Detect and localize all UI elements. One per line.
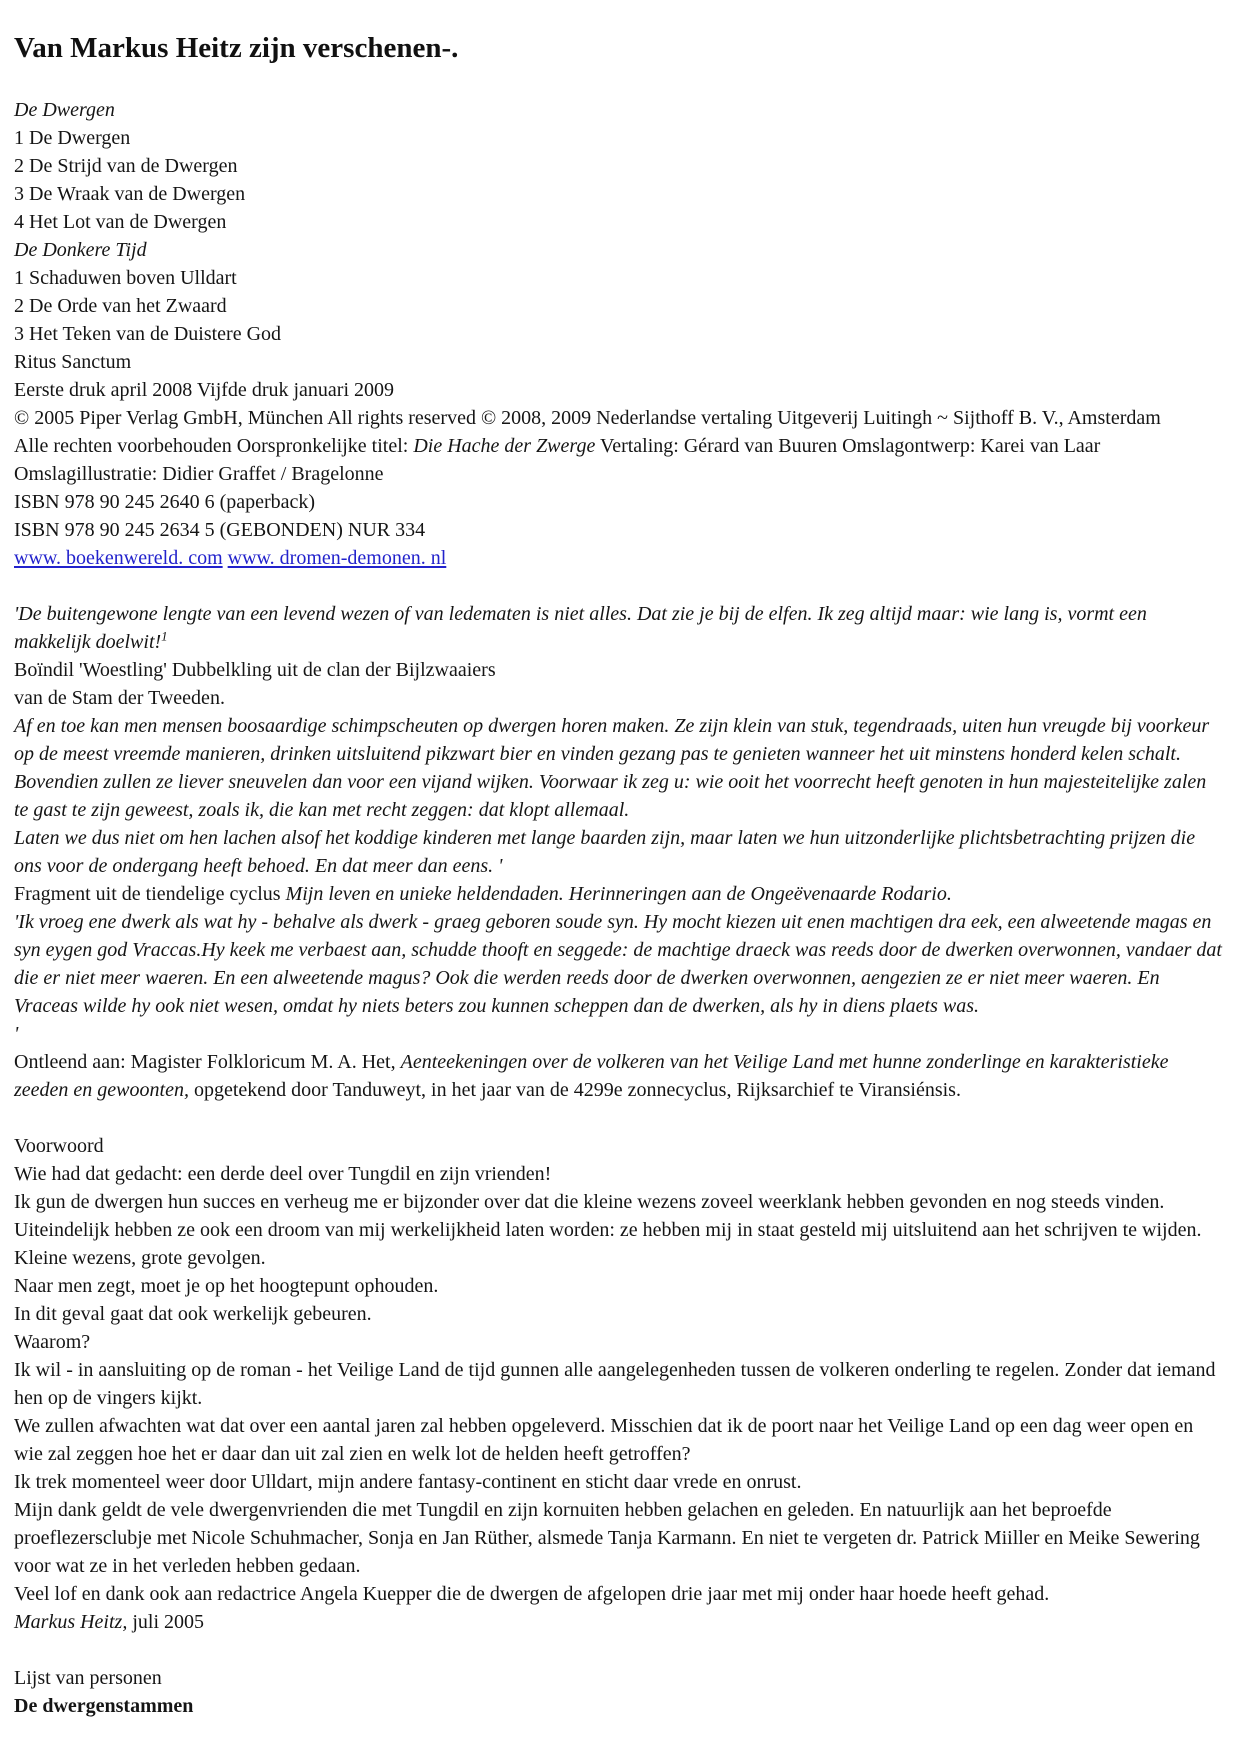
text-run: ISBN 978 90 245 2634 5 (GEBONDEN) NUR 334 xyxy=(14,519,426,541)
text-run: Boïndil 'Woestling' Dubbelkling uit de clan der Bijlzwaaiers xyxy=(14,659,496,681)
epigraph-quote xyxy=(14,824,1222,880)
text-run: Markus Heitz, xyxy=(14,1611,128,1633)
text-run: Voorwoord xyxy=(14,1135,104,1157)
book-item xyxy=(14,208,1222,236)
foreword-para xyxy=(14,1580,1222,1608)
text-run: Die Hache der Zwerge xyxy=(413,435,596,457)
dromen-demonen-link[interactable]: www. dromen-demonen. nl xyxy=(227,547,447,569)
text-run: opgetekend door Tanduweyt, in het jaar van de 4299e zonnecyclus, Rijksarchief te Viransiénsis. xyxy=(188,1079,961,1101)
text-run: De Dwergen xyxy=(14,99,115,121)
book-item xyxy=(14,152,1222,180)
text-run: Alle rechten voorbehouden Oorspronkelijke titel: xyxy=(14,435,414,457)
text-run: We zullen afwachten wat dat over een aantal jaren zal hebben opgeleverd. Misschien dat ik de poort naar het Veilige Land op een dag weer open en wie zal zeggen hoe het er daar dan uit zal zien en welk lot de helden heeft getroffen? xyxy=(14,1415,1194,1465)
text-run: © 2005 Piper Verlag GmbH, München All rights reserved © 2008, 2009 Nederlandse vertaling Uitgeverij Luitingh ~ Sijthoff B. V., Amsterdam xyxy=(14,407,1161,429)
text-run: Ik wil - in aansluiting op de roman - het Veilige Land de tijd gunnen alle aangelegenheden tussen de volkeren onderling te regelen. Zonder dat iemand hen op de vingers kijkt. xyxy=(14,1359,1216,1409)
epigraph-quote xyxy=(14,600,1222,656)
epigraph-attribution xyxy=(14,656,1222,684)
text-run: 'De buitengewone lengte van een levend wezen of van ledematen is niet alles. Dat zie je bij de elfen. Ik zeg altijd maar: wie lang is, vormt een makkelijk doelwit! xyxy=(14,603,1147,653)
edition-line xyxy=(14,376,1222,404)
text-run: Naar men zegt, moet je op het hoogtepunt ophouden. xyxy=(14,1275,439,1297)
epigraph-closing-quote xyxy=(14,1020,1222,1048)
text-run: Wie had dat gedacht: een derde deel over Tungdil en zijn vrienden! xyxy=(14,1163,552,1185)
credits-line xyxy=(14,432,1222,488)
text-run: Ik gun de dwergen hun succes en verheug me er bijzonder over dat die kleine wezens zoveel weerklank hebben gevonden en nog steeds vinden. xyxy=(14,1191,1165,1213)
text-run: 3 Het Teken van de Duistere God xyxy=(14,323,282,345)
text-run: De Donkere Tijd xyxy=(14,239,147,261)
foreword-para xyxy=(14,1216,1222,1272)
page-title: Van Markus Heitz zijn verschenen-. xyxy=(14,32,459,64)
text-run: Ik trek momenteel weer door Ulldart, mijn andere fantasy-continent en sticht daar vrede en onrust. xyxy=(14,1471,802,1493)
author-signature xyxy=(14,1608,1222,1636)
epigraph-quote xyxy=(14,908,1222,1020)
text-run: van de Stam der Tweeden. xyxy=(14,687,225,709)
book-item xyxy=(14,348,1222,376)
series-title-de-donkere-tijd xyxy=(14,236,1222,264)
text-run: 3 De Wraak van de Dwergen xyxy=(14,183,246,205)
text-run: Uiteindelijk hebben ze ook een droom van mij werkelijkheid laten worden: ze hebben mij in staat gesteld mij uitsluitend aan het schrijven te wijden. Kleine wezens, grote gevolgen. xyxy=(14,1219,1202,1269)
series-title-de-dwergen xyxy=(14,96,1222,124)
text-run: Veel lof en dank ook aan redactrice Angela Kuepper die de dwergen de afgelopen drie jaar met mij onder haar hoede heeft gehad. xyxy=(14,1583,1050,1605)
text-run: Aenteekeningen over de volkeren van het Veilige Land met hunne zonderlinge en karakteristieke zeeden en gewoonten, xyxy=(14,1051,1169,1101)
document-body xyxy=(14,96,1222,1720)
book-item xyxy=(14,264,1222,292)
text-run: 1 xyxy=(161,628,168,644)
links-line xyxy=(14,544,1222,572)
book-item xyxy=(14,124,1222,152)
text-run: 'Ik vroeg ene dwerk als wat hy - behalve als dwerk - graeg geboren soude syn. Hy mocht kiezen uit enen machtigen dra eek, een alweetende magas en syn eygen god Vraccas.Hy keek me verbaest aan, schudde thooft en seggede: de machtige draeck was reeds door de dwerken overwonnen, vandaer dat die er niet meer waeren. En een alweetende magus? Ook die werden reeds door de dwerken overwonnen, aengezien ze er niet meer waeren. En Vraceas wilde hy ook niet wesen, omdat hy niets beters zou kunnen scheppen dan de dwerken, als hy in diens plaets was. xyxy=(14,911,1222,1017)
foreword-para xyxy=(14,1468,1222,1496)
isbn-paperback-line xyxy=(14,488,1222,516)
text-run: 4 Het Lot van de Dwergen xyxy=(14,211,227,233)
persons-list-heading xyxy=(14,1664,1222,1692)
foreword-para xyxy=(14,1160,1222,1188)
text-run: juli 2005 xyxy=(127,1611,204,1633)
foreword-para xyxy=(14,1496,1222,1580)
text-run: Eerste druk april 2008 Vijfde druk januari 2009 xyxy=(14,379,394,401)
text-run: 2 De Strijd van de Dwergen xyxy=(14,155,238,177)
foreword-para xyxy=(14,1356,1222,1412)
book-item xyxy=(14,320,1222,348)
text-run: Ontleend aan: Magister Folkloricum M. A. Het, xyxy=(14,1051,401,1073)
text-run: Vertaling: Gérard van Buuren Omslagontwerp: Karei van Laar Omslagillustratie: Didier Graffet / Bragelonne xyxy=(14,435,1101,485)
boekenwereld-link[interactable]: www. boekenwereld. com xyxy=(14,547,223,569)
foreword-para xyxy=(14,1328,1222,1356)
copyright-line xyxy=(14,404,1222,432)
text-run: Mijn dank geldt de vele dwergenvrienden die met Tungdil en zijn kornuiten hebben gelachen en geleden. En natuurlijk aan het beproefde proeflezersclubje met Nicole Schuhmacher, Sonja en Jan Rüther, alsmede Tanja Karmann. En niet te vergeten dr. Patrick Miiller en Meike Sewering voor wat ze in het verleden hebben gedaan. xyxy=(14,1499,1200,1577)
text-run: 1 De Dwergen xyxy=(14,127,131,149)
epigraph-source xyxy=(14,1048,1222,1104)
text-run: In dit geval gaat dat ook werkelijk gebeuren. xyxy=(14,1303,372,1325)
blank-line xyxy=(14,1104,1222,1132)
book-item xyxy=(14,180,1222,208)
text-run: Ritus Sanctum xyxy=(14,351,132,373)
text-run: Af en toe kan men mensen boosaardige schimpscheuten op dwergen horen maken. Ze zijn klein van stuk, tegendraads, uiten hun vreugde bij voorkeur op de meest vreemde manieren, drinken uitsluitend pikzwart bier en vinden gezang pas te genieten wanneer het uit minstens honderd kelen schalt. Bovendien zullen ze liever sneuvelen dan voor een vijand wijken. Voorwaar ik zeg u: wie ooit het voorrecht heeft genoten in hun majesteitelijke zalen te gast te zijn geweest, zoals ik, die kan met recht zeggen: dat klopt allemaal. xyxy=(14,715,1210,821)
dwarf-tribes-heading xyxy=(14,1692,1222,1720)
foreword-para xyxy=(14,1412,1222,1468)
foreword-para xyxy=(14,1272,1222,1300)
foreword-para xyxy=(14,1188,1222,1216)
text-run: 1 Schaduwen boven Ulldart xyxy=(14,267,237,289)
text-run: ' xyxy=(14,1023,19,1045)
foreword-para xyxy=(14,1300,1222,1328)
text-run: Laten we dus niet om hen lachen alsof het koddige kinderen met lange baarden zijn, maar laten we hun uitzonderlijke plichtsbetrachting prijzen die ons voor de ondergang heeft behoed. En dat meer dan eens. ' xyxy=(14,827,1196,877)
text-run: ISBN 978 90 245 2640 6 (paperback) xyxy=(14,491,316,513)
text-run: Fragment uit de tiendelige cyclus xyxy=(14,883,286,905)
epigraph-source xyxy=(14,880,1222,908)
epigraph-quote xyxy=(14,712,1222,824)
foreword-heading xyxy=(14,1132,1222,1160)
epigraph-attribution xyxy=(14,684,1222,712)
blank-line xyxy=(14,1636,1222,1664)
text-run: Waarom? xyxy=(14,1331,91,1353)
text-run: 2 De Orde van het Zwaard xyxy=(14,295,227,317)
text-run: De dwergenstammen xyxy=(14,1695,194,1717)
isbn-bound-line xyxy=(14,516,1222,544)
book-item xyxy=(14,292,1222,320)
text-run: Lijst van personen xyxy=(14,1667,162,1689)
blank-line xyxy=(14,572,1222,600)
text-run: Mijn leven en unieke heldendaden. Herinneringen aan de Ongeëvenaarde Rodario. xyxy=(285,883,952,905)
